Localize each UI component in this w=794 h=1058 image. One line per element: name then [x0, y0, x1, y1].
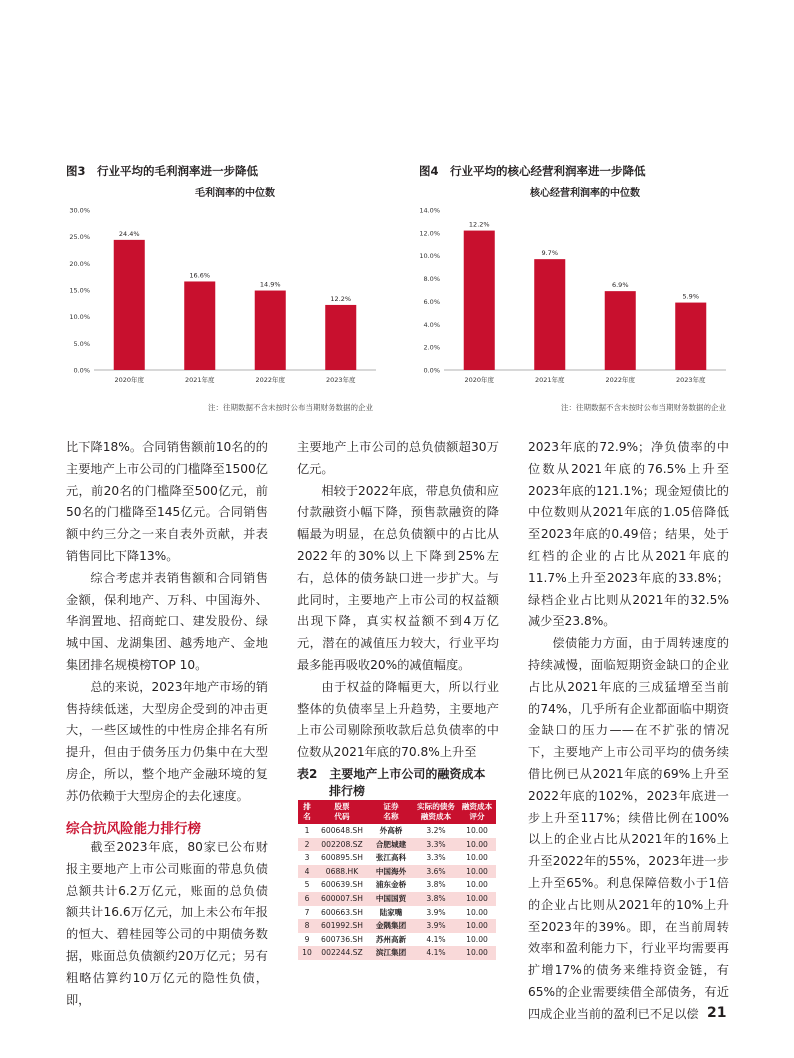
x-category-label: 2020年度 — [464, 376, 495, 384]
x-category-label: 2023年度 — [325, 376, 356, 384]
cell-stock-code: 600648.SH — [316, 824, 368, 838]
paragraph: 主要地产上市公司的总负债额超30万亿元。 — [297, 440, 499, 476]
table-row — [298, 892, 496, 906]
paragraph: 偿债能力方面，由于周转速度的持续减慢，面临短期资金缺口的企业占比从2021年底的三成猛增至当前的74%，几乎所有企业都面临中期资金缺口的压力——在不扩张的情况下，主要地产上市公司平均的债务续借比例已从2021年底的69%上升至2022年底的102%，2023年底进一步上升至117%；续借比例在100%以上的企业占比从2021年的16%上升至2022年的55%，2023年进一步上升至65%。利息保障倍数小于1倍的企业占比则从2021年的10%上升至2023年的39%。即，在当前周转效率和盈利能力下，行业平均需要再扩增17%的债务来维持资金链，有65%的企业需要续借全部债务，有近四成企业当前的盈利已不足以偿 — [528, 636, 729, 1021]
header-actual-cost: 实际的债务 融资成本 — [414, 800, 458, 824]
bar-value-label: 6.9% — [611, 281, 629, 290]
paragraph: 综合考虑并表销售额和合同销售金额，保利地产、万科、中国海外、华润置地、招商蛇口、建发股份、绿城中国、龙湖集团、越秀地产、金地集团排名规模榜TOP 10。 — [66, 570, 268, 672]
section-heading: 综合抗风险能力排行榜 — [66, 821, 201, 837]
table-header-row — [298, 800, 496, 824]
bar — [675, 303, 706, 370]
cell-security-name: 中国海外 — [368, 865, 414, 879]
paragraph: 2023年底的72.9%；净负债率的中位数从2021年底的76.5%上升至2023年底的121.1%；现金短债比的中位数则从2021年底的1.05倍降低至2023年底的0.49倍；结果，处于红档的企业的占比从2021年底的11.7%上升至2023年底的33.8%；绿档企业占比则从2021年的32.5%减少至23.8%。 — [528, 440, 729, 629]
cell-security-name: 苏州高新 — [368, 933, 414, 947]
cell-stock-code: 600736.SH — [316, 933, 368, 947]
table-row — [298, 946, 496, 960]
cell-security-name: 中国国贸 — [368, 892, 414, 906]
cell-rank: 6 — [298, 892, 316, 906]
cell-stock-code: 600007.SH — [316, 892, 368, 906]
cell-actual-cost: 3.3% — [414, 851, 458, 865]
y-tick-label: 12.0% — [419, 229, 440, 238]
y-tick-label: 2.0% — [423, 343, 440, 352]
y-tick-label: 20.0% — [69, 259, 90, 268]
cell-stock-code: 600639.SH — [316, 878, 368, 892]
table-row — [298, 865, 496, 879]
bar-value-label: 12.2% — [468, 220, 490, 229]
cell-cost-score: 10.00 — [458, 865, 496, 879]
header-cost-score: 融资成本 评分 — [458, 800, 496, 824]
figure-4-title: 图4 行业平均的核心经营利润率进一步降低 — [419, 164, 646, 178]
cell-security-name: 金隅集团 — [368, 919, 414, 933]
x-category-label: 2022年度 — [255, 376, 286, 384]
y-tick-label: 14.0% — [419, 206, 440, 215]
cell-cost-score: 10.00 — [458, 906, 496, 920]
cell-security-name: 滨江集团 — [368, 946, 414, 960]
cell-rank: 5 — [298, 878, 316, 892]
cell-rank: 3 — [298, 851, 316, 865]
bar — [464, 231, 495, 370]
table-row — [298, 824, 496, 838]
cell-actual-cost: 3.8% — [414, 892, 458, 906]
cell-actual-cost: 3.9% — [414, 906, 458, 920]
table-title — [297, 766, 485, 800]
bar-value-label: 24.4% — [118, 229, 140, 238]
right-column — [528, 437, 729, 1026]
cell-cost-score: 10.00 — [458, 946, 496, 960]
cell-security-name: 浦东金桥 — [368, 878, 414, 892]
cell-rank: 1 — [298, 824, 316, 838]
bar — [605, 291, 636, 370]
cell-stock-code: 600895.SH — [316, 851, 368, 865]
bar-value-label: 12.2% — [330, 294, 352, 303]
paragraph: 相较于2022年底，带息负债和应付款融资小幅下降，预售款融资的降幅最为明显，在总负债额中的占比从2022年的30%以上下降到25%左右，总体的债务缺口进一步扩大。与此同时，主要地产上市公司的权益额出现下降，真实权益额不到4万亿元，潜在的减值压力较大，行业平均最多能再吸收20%的减值幅度。 — [297, 483, 499, 672]
chart-title: 核心经营利润率的中位数 — [530, 188, 640, 199]
cell-actual-cost: 3.8% — [414, 878, 458, 892]
cell-actual-cost: 4.1% — [414, 946, 458, 960]
y-tick-label: 10.0% — [419, 252, 440, 261]
bar-value-label: 14.9% — [259, 280, 281, 289]
bar — [255, 291, 286, 370]
y-tick-label: 30.0% — [69, 206, 90, 215]
cell-cost-score: 10.00 — [458, 919, 496, 933]
cell-actual-cost: 3.3% — [414, 838, 458, 852]
cell-cost-score: 10.00 — [458, 851, 496, 865]
cell-stock-code: 002244.SZ — [316, 946, 368, 960]
y-tick-label: 0.0% — [73, 366, 90, 375]
bar — [114, 240, 145, 370]
figure-3-title: 图3 行业平均的毛利润率进一步降低 — [66, 164, 258, 178]
y-tick-label: 15.0% — [69, 286, 90, 295]
table-row — [298, 906, 496, 920]
cell-actual-cost: 3.2% — [414, 824, 458, 838]
table-row — [298, 838, 496, 852]
cell-cost-score: 10.00 — [458, 838, 496, 852]
x-category-label: 2023年度 — [675, 376, 706, 384]
cell-rank: 10 — [298, 946, 316, 960]
paragraph: 由于权益的降幅更大，所以行业整体的负债率呈上升趋势，主要地产上市公司剔除预收款后总负债率的中位数从2021年底的70.8%上升至 — [297, 679, 499, 760]
cell-cost-score: 10.00 — [458, 824, 496, 838]
cell-stock-code: 0688.HK — [316, 865, 368, 879]
y-tick-label: 5.0% — [73, 339, 90, 348]
y-tick-label: 4.0% — [423, 320, 440, 329]
left-column-upper — [66, 437, 268, 808]
cell-stock-code: 002208.SZ — [316, 838, 368, 852]
bar — [184, 281, 215, 370]
middle-column — [297, 437, 499, 764]
x-category-label: 2021年度 — [534, 376, 565, 384]
header-stock-code: 股票 代码 — [316, 800, 368, 824]
cell-actual-cost: 4.1% — [414, 933, 458, 947]
cell-actual-cost: 3.9% — [414, 919, 458, 933]
paragraph: 截至2023年底，80家已公布财报主要地产上市公司账面的带息负债总额共计6.2万亿元，账面的总负债额共计16.6万亿元，加上未公布年报的恒大、碧桂园等公司的中期债务数据，账面总负债额约20万亿元；另有粗略估算约10万亿元的隐性负债，即， — [66, 840, 268, 1007]
cell-rank: 8 — [298, 919, 316, 933]
cell-stock-code: 601992.SH — [316, 919, 368, 933]
cell-security-name: 外高桥 — [368, 824, 414, 838]
cell-actual-cost: 3.6% — [414, 865, 458, 879]
x-category-label: 2022年度 — [605, 376, 636, 384]
table-row — [298, 878, 496, 892]
cell-cost-score: 10.00 — [458, 933, 496, 947]
cell-security-name: 张江高科 — [368, 851, 414, 865]
x-category-label: 2021年度 — [184, 376, 215, 384]
bar-value-label: 16.6% — [189, 271, 211, 280]
table-title-line: 排行榜 — [329, 784, 366, 798]
cell-stock-code: 600663.SH — [316, 906, 368, 920]
table-title-line: 表2 主要地产上市公司的融资成本 — [297, 767, 486, 781]
page-number: 21 — [707, 1005, 727, 1021]
bar — [534, 259, 565, 370]
y-tick-label: 6.0% — [423, 297, 440, 306]
table-row — [298, 851, 496, 865]
cell-rank: 2 — [298, 838, 316, 852]
bar-value-label: 5.9% — [682, 292, 700, 301]
bar — [325, 305, 356, 370]
cell-security-name: 合肥城建 — [368, 838, 414, 852]
paragraph: 总的来说，2023年地产市场的销售持续低迷，大型房企受到的冲击更大，一些区域性的中性房企排名有所提升，但由于债务压力仍集中在大型房企，所以，整个地产金融环境的复苏仍依赖于大型房企的去化速度。 — [66, 679, 268, 803]
table-row — [298, 919, 496, 933]
cell-security-name: 陆家嘴 — [368, 906, 414, 920]
cell-rank: 9 — [298, 933, 316, 947]
figure-3-note: 注：往期数据不含未按时公布当期财务数据的企业 — [208, 403, 373, 412]
bar-value-label: 9.7% — [541, 249, 559, 258]
y-tick-label: 10.0% — [69, 313, 90, 322]
header-rank: 排 名 — [298, 800, 316, 824]
header-security-name: 证券 名称 — [368, 800, 414, 824]
chart-title: 毛利润率的中位数 — [195, 188, 275, 199]
y-tick-label: 8.0% — [423, 275, 440, 284]
y-tick-label: 25.0% — [69, 233, 90, 242]
core-operating-margin-chart — [414, 182, 736, 392]
financing-cost-table — [298, 800, 496, 960]
paragraph: 比下降18%。合同销售额前10名的的主要地产上市公司的门槛降至1500亿元，前20名的门槛降至500亿元，前50名的门槛降至145亿元。合同销售额中约三分之一来自表外贡献，并表销售同比下降13%。 — [66, 440, 268, 563]
figure-4-note: 注：往期数据不含未按时公布当期财务数据的企业 — [561, 403, 726, 412]
table-row — [298, 933, 496, 947]
left-column-lower — [66, 837, 268, 1011]
x-category-label: 2020年度 — [114, 376, 145, 384]
y-tick-label: 0.0% — [423, 366, 440, 375]
cell-cost-score: 10.00 — [458, 878, 496, 892]
cell-rank: 7 — [298, 906, 316, 920]
gross-margin-chart — [64, 182, 386, 392]
cell-rank: 4 — [298, 865, 316, 879]
cell-cost-score: 10.00 — [458, 892, 496, 906]
